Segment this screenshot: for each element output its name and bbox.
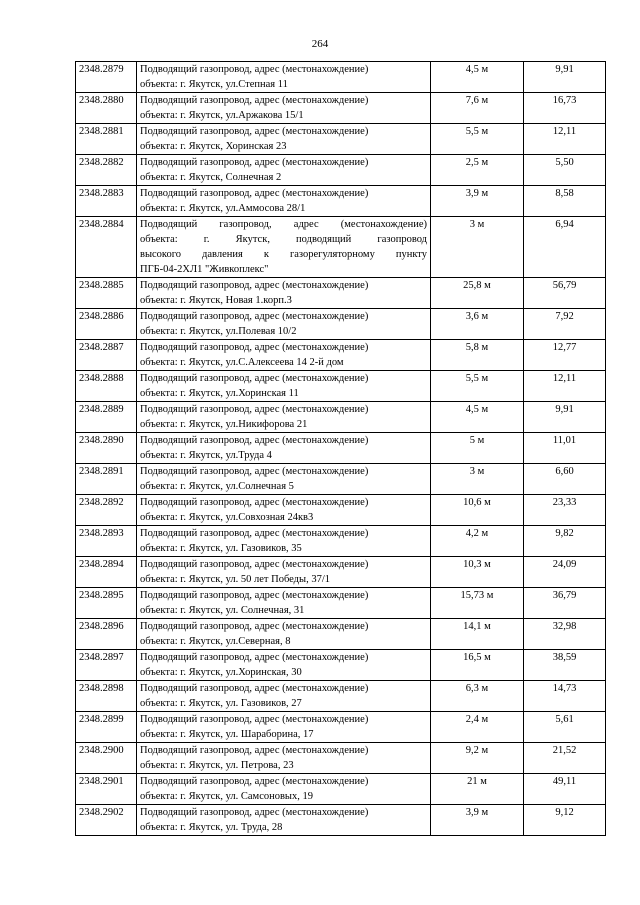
length-cell: 7,6 м bbox=[431, 93, 524, 124]
length-cell: 3 м bbox=[431, 464, 524, 495]
description-line: Подводящий газопровод, адрес (местонахождение) bbox=[140, 776, 369, 787]
value-cell: 8,58 bbox=[524, 186, 606, 217]
registry-number-cell: 2348.2879 bbox=[76, 62, 137, 93]
length-cell: 2,5 м bbox=[431, 155, 524, 186]
description-line: Подводящий газопровод, адрес (местонахождение) bbox=[140, 528, 369, 539]
length-cell: 3,9 м bbox=[431, 805, 524, 836]
value-cell: 24,09 bbox=[524, 557, 606, 588]
registry-number-cell: 2348.2890 bbox=[76, 433, 137, 464]
page-number: 264 bbox=[311, 38, 329, 50]
table-row bbox=[76, 371, 606, 402]
object-description-cell bbox=[137, 619, 431, 650]
description-line: Подводящий газопровод, адрес (местонахождение) bbox=[140, 157, 369, 168]
description-line: объекта: г. Якутск, ул. 50 лет Победы, 37/1 bbox=[140, 574, 330, 585]
value-cell: 11,01 bbox=[524, 433, 606, 464]
description-line: Подводящий газопровод, адрес (местонахождение) bbox=[140, 621, 369, 632]
description-line: Подводящий газопровод, адрес (местонахождение) bbox=[140, 373, 369, 384]
description-line: объекта: г. Якутск, ул.Степная 11 bbox=[140, 79, 288, 90]
description-line: Подводящий газопровод, адрес (местонахождение) bbox=[140, 497, 369, 508]
object-description-cell bbox=[137, 371, 431, 402]
registry-number-cell: 2348.2902 bbox=[76, 805, 137, 836]
value-cell: 23,33 bbox=[524, 495, 606, 526]
length-cell: 25,8 м bbox=[431, 278, 524, 309]
value-cell: 9,12 bbox=[524, 805, 606, 836]
description-line: объекта: г. Якутск, ул. Газовиков, 27 bbox=[140, 698, 302, 709]
description-line: Подводящий газопровод, адрес (местонахождение) bbox=[140, 435, 369, 446]
description-line: объекта: г. Якутск, ул. Газовиков, 35 bbox=[140, 543, 302, 554]
length-cell: 14,1 м bbox=[431, 619, 524, 650]
registry-number-cell: 2348.2897 bbox=[76, 650, 137, 681]
description-line: объекта: г. Якутск, ул.Хоринская, 30 bbox=[140, 667, 302, 678]
length-cell: 4,5 м bbox=[431, 62, 524, 93]
registry-number-cell: 2348.2883 bbox=[76, 186, 137, 217]
value-cell: 9,82 bbox=[524, 526, 606, 557]
table-row bbox=[76, 93, 606, 124]
description-line: Подводящий газопровод, адрес (местонахождение) bbox=[140, 342, 369, 353]
registry-number-cell: 2348.2898 bbox=[76, 681, 137, 712]
registry-number-cell: 2348.2886 bbox=[76, 309, 137, 340]
value-cell: 9,91 bbox=[524, 402, 606, 433]
object-description-cell bbox=[137, 588, 431, 619]
registry-number-cell: 2348.2884 bbox=[76, 217, 137, 278]
length-cell: 3,6 м bbox=[431, 309, 524, 340]
value-cell: 32,98 bbox=[524, 619, 606, 650]
registry-table-body bbox=[76, 62, 606, 836]
description-line: объекта: г. Якутск, ул.Полевая 10/2 bbox=[140, 326, 297, 337]
object-description-cell bbox=[137, 124, 431, 155]
registry-number-cell: 2348.2889 bbox=[76, 402, 137, 433]
description-line: объекта: г. Якутск, ул. Труда, 28 bbox=[140, 822, 283, 833]
object-description-cell bbox=[137, 526, 431, 557]
table-row bbox=[76, 619, 606, 650]
value-cell: 14,73 bbox=[524, 681, 606, 712]
table-row bbox=[76, 186, 606, 217]
description-line: Подводящий газопровод, адрес (местонахождение) bbox=[140, 683, 369, 694]
description-line: объекта: г. Якутск, ул.Никифорова 21 bbox=[140, 419, 308, 430]
object-description-cell bbox=[137, 309, 431, 340]
value-cell: 56,79 bbox=[524, 278, 606, 309]
description-line: Подводящий газопровод, адрес (местонахождение) bbox=[140, 95, 369, 106]
description-line: объекта: г. Якутск, ул. Солнечная, 31 bbox=[140, 605, 305, 616]
length-cell: 16,5 м bbox=[431, 650, 524, 681]
description-line: объекта: г. Якутск, ул.Хоринская 11 bbox=[140, 388, 299, 399]
description-line: объекта: г. Якутск, ул. Петрова, 23 bbox=[140, 760, 294, 771]
description-line: объекта: г. Якутск, подводящий газопровод bbox=[140, 234, 427, 245]
registry-number-cell: 2348.2880 bbox=[76, 93, 137, 124]
length-cell: 5,5 м bbox=[431, 124, 524, 155]
length-cell: 5,8 м bbox=[431, 340, 524, 371]
length-cell: 21 м bbox=[431, 774, 524, 805]
description-line: объекта: г. Якутск, ул.Аммосова 28/1 bbox=[140, 203, 306, 214]
object-description-cell bbox=[137, 681, 431, 712]
description-line: Подводящий газопровод, адрес (местонахождение) bbox=[140, 64, 369, 75]
length-cell: 2,4 м bbox=[431, 712, 524, 743]
table-row bbox=[76, 712, 606, 743]
description-line: объекта: г. Якутск, ул.Совхозная 24кв3 bbox=[140, 512, 314, 523]
table-row bbox=[76, 278, 606, 309]
value-cell: 6,60 bbox=[524, 464, 606, 495]
description-line: Подводящий газопровод, адрес (местонахождение) bbox=[140, 559, 369, 570]
description-line: Подводящий газопровод, адрес (местонахождение) bbox=[140, 807, 369, 818]
value-cell: 16,73 bbox=[524, 93, 606, 124]
description-line: Подводящий газопровод, адрес (местонахождение) bbox=[140, 404, 369, 415]
value-cell: 7,92 bbox=[524, 309, 606, 340]
table-row bbox=[76, 526, 606, 557]
registry-number-cell: 2348.2888 bbox=[76, 371, 137, 402]
description-line: объекта: г. Якутск, Новая 1.корп.3 bbox=[140, 295, 292, 306]
registry-number-cell: 2348.2882 bbox=[76, 155, 137, 186]
object-description-cell bbox=[137, 155, 431, 186]
length-cell: 4,5 м bbox=[431, 402, 524, 433]
value-cell: 38,59 bbox=[524, 650, 606, 681]
object-description-cell bbox=[137, 62, 431, 93]
description-line: Подводящий газопровод, адрес (местонахождение) bbox=[140, 188, 369, 199]
object-description-cell bbox=[137, 712, 431, 743]
description-line: Подводящий газопровод, адрес (местонахождение) bbox=[140, 745, 369, 756]
description-line: объекта: г. Якутск, ул.Труда 4 bbox=[140, 450, 272, 461]
value-cell: 12,77 bbox=[524, 340, 606, 371]
table-row bbox=[76, 681, 606, 712]
table-row bbox=[76, 217, 606, 278]
table-row bbox=[76, 309, 606, 340]
description-line: объекта: г. Якутск, ул. Шараборина, 17 bbox=[140, 729, 314, 740]
length-cell: 6,3 м bbox=[431, 681, 524, 712]
length-cell: 3 м bbox=[431, 217, 524, 278]
description-line: высокого давления к газорегуляторному пункту bbox=[140, 249, 427, 260]
description-line: объекта: г. Якутск, Солнечная 2 bbox=[140, 172, 282, 183]
length-cell: 15,73 м bbox=[431, 588, 524, 619]
length-cell: 9,2 м bbox=[431, 743, 524, 774]
value-cell: 12,11 bbox=[524, 124, 606, 155]
value-cell: 21,52 bbox=[524, 743, 606, 774]
object-description-cell bbox=[137, 650, 431, 681]
value-cell: 9,91 bbox=[524, 62, 606, 93]
registry-number-cell: 2348.2887 bbox=[76, 340, 137, 371]
table-row bbox=[76, 774, 606, 805]
length-cell: 10,6 м bbox=[431, 495, 524, 526]
object-description-cell bbox=[137, 557, 431, 588]
table-row bbox=[76, 495, 606, 526]
value-cell: 5,61 bbox=[524, 712, 606, 743]
length-cell: 5,5 м bbox=[431, 371, 524, 402]
gas-pipeline-registry-table bbox=[75, 61, 606, 836]
description-line: Подводящий газопровод, адрес (местонахождение) bbox=[140, 126, 369, 137]
registry-number-cell: 2348.2885 bbox=[76, 278, 137, 309]
object-description-cell bbox=[137, 495, 431, 526]
registry-number-cell: 2348.2894 bbox=[76, 557, 137, 588]
value-cell: 49,11 bbox=[524, 774, 606, 805]
registry-number-cell: 2348.2881 bbox=[76, 124, 137, 155]
description-line: Подводящий газопровод, адрес (местонахождение) bbox=[140, 590, 369, 601]
registry-number-cell: 2348.2893 bbox=[76, 526, 137, 557]
table-row bbox=[76, 402, 606, 433]
description-line: Подводящий газопровод, адрес (местонахождение) bbox=[140, 466, 369, 477]
description-line: ПГБ-04-2ХЛ1 "Живкоплекс" bbox=[140, 264, 269, 275]
registry-number-cell: 2348.2899 bbox=[76, 712, 137, 743]
description-line: Подводящий газопровод, адрес (местонахождение) bbox=[140, 652, 369, 663]
description-line: Подводящий газопровод, адрес (местонахождение) bbox=[140, 280, 369, 291]
object-description-cell bbox=[137, 217, 431, 278]
table-row bbox=[76, 557, 606, 588]
value-cell: 5,50 bbox=[524, 155, 606, 186]
registry-number-cell: 2348.2891 bbox=[76, 464, 137, 495]
description-line: объекта: г. Якутск, ул.Северная, 8 bbox=[140, 636, 291, 647]
object-description-cell bbox=[137, 186, 431, 217]
table-row bbox=[76, 650, 606, 681]
table-row bbox=[76, 433, 606, 464]
object-description-cell bbox=[137, 93, 431, 124]
value-cell: 36,79 bbox=[524, 588, 606, 619]
length-cell: 10,3 м bbox=[431, 557, 524, 588]
table-row bbox=[76, 124, 606, 155]
object-description-cell bbox=[137, 340, 431, 371]
table-row bbox=[76, 805, 606, 836]
description-line: Подводящий газопровод, адрес (местонахождение) bbox=[140, 311, 369, 322]
description-line: объекта: г. Якутск, ул.Солнечная 5 bbox=[140, 481, 294, 492]
description-line: объекта: г. Якутск, Хоринская 23 bbox=[140, 141, 287, 152]
object-description-cell bbox=[137, 433, 431, 464]
table-row bbox=[76, 340, 606, 371]
object-description-cell bbox=[137, 805, 431, 836]
object-description-cell bbox=[137, 402, 431, 433]
value-cell: 6,94 bbox=[524, 217, 606, 278]
description-line: Подводящий газопровод, адрес (местонахождение) bbox=[140, 219, 427, 230]
object-description-cell bbox=[137, 464, 431, 495]
registry-number-cell: 2348.2896 bbox=[76, 619, 137, 650]
object-description-cell bbox=[137, 774, 431, 805]
table-row bbox=[76, 155, 606, 186]
length-cell: 4,2 м bbox=[431, 526, 524, 557]
length-cell: 5 м bbox=[431, 433, 524, 464]
table-row bbox=[76, 743, 606, 774]
object-description-cell bbox=[137, 278, 431, 309]
description-line: Подводящий газопровод, адрес (местонахождение) bbox=[140, 714, 369, 725]
length-cell: 3,9 м bbox=[431, 186, 524, 217]
description-line: объекта: г. Якутск, ул.С.Алексеева 14 2-й дом bbox=[140, 357, 344, 368]
table-row bbox=[76, 464, 606, 495]
table-row bbox=[76, 588, 606, 619]
value-cell: 12,11 bbox=[524, 371, 606, 402]
description-line: объекта: г. Якутск, ул.Аржакова 15/1 bbox=[140, 110, 304, 121]
registry-number-cell: 2348.2895 bbox=[76, 588, 137, 619]
object-description-cell bbox=[137, 743, 431, 774]
description-line: объекта: г. Якутск, ул. Самсоновых, 19 bbox=[140, 791, 313, 802]
table-row bbox=[76, 62, 606, 93]
registry-number-cell: 2348.2892 bbox=[76, 495, 137, 526]
registry-number-cell: 2348.2900 bbox=[76, 743, 137, 774]
registry-number-cell: 2348.2901 bbox=[76, 774, 137, 805]
